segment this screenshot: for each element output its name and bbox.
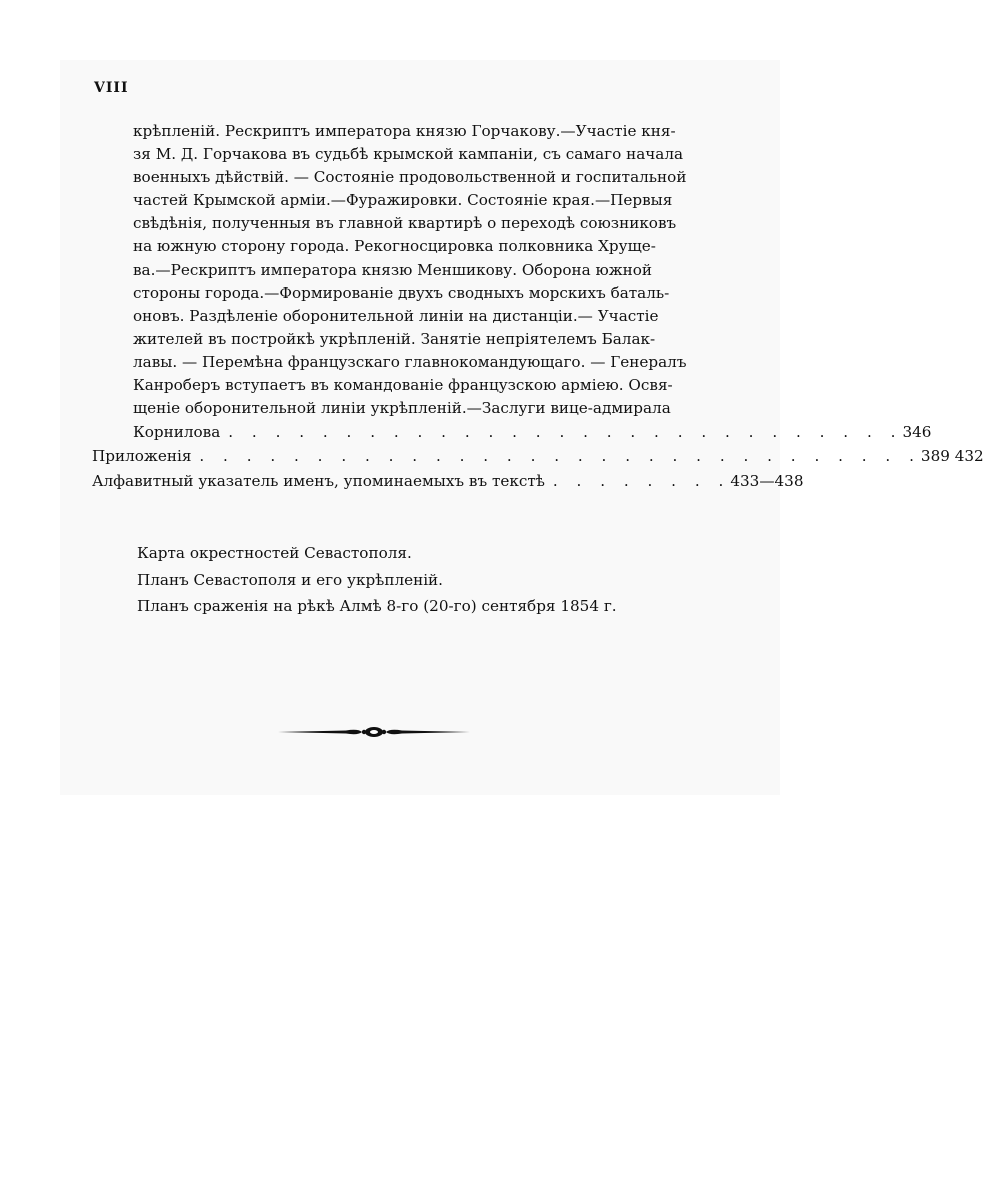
decorative-divider-ornament xyxy=(276,720,472,744)
toc-entry-label: Корнилова xyxy=(133,423,221,441)
summary-line: свѣдѣнія, полученныя въ главной квартирѣ о переходѣ союзниковъ xyxy=(133,214,677,233)
map-item: Планъ Севастополя и его укрѣпленій. xyxy=(137,570,444,589)
map-item: Карта окрестностей Севастополя. xyxy=(137,544,412,562)
toc-page-number: 389 432 xyxy=(920,447,984,465)
leader-dots: . . . . . . . . . . . . . . . . . . . . . . . . . . . . . . . xyxy=(199,447,921,465)
summary-line: зя М. Д. Горчакова въ судьбѣ крымской кампаніи, съ самаго начала xyxy=(133,145,684,164)
summary-line: жителей въ постройкѣ укрѣпленій. Занятіе непріятелемъ Балак- xyxy=(133,329,656,348)
toc-entry-kornilov xyxy=(133,421,932,444)
chapter-summary xyxy=(133,120,687,420)
page-number: VIII xyxy=(94,80,129,96)
summary-line: оновъ. Раздѣленіе оборонительной линіи на дистанціи.— Участіе xyxy=(133,306,659,325)
summary-line: лавы. — Перемѣна французскаго главнокомандующаго. — Генералъ xyxy=(133,352,687,371)
toc-entry-appendix xyxy=(92,445,984,468)
maps-list xyxy=(137,540,617,620)
summary-line: стороны города.—Формированіе двухъ сводныхъ морскихъ баталь- xyxy=(133,283,670,302)
summary-line: ва.—Рескриптъ императора князю Меншикову. Оборона южной xyxy=(133,260,653,279)
map-item: Планъ сраженія на рѣкѣ Алмѣ 8-го (20-го) сентября 1854 г. xyxy=(137,597,617,615)
summary-line: щеніе оборонительной линіи укрѣпленій.—Заслуги вице-адмирала xyxy=(133,399,671,418)
toc-page-number: 433—438 xyxy=(730,472,804,490)
summary-line: частей Крымской арміи.—Фуражировки. Состояніе края.—Первыя xyxy=(133,191,673,210)
toc-entry-label: Алфавитный указатель именъ, упоминаемыхъ въ текстѣ xyxy=(92,472,545,490)
toc-page-number: 346 xyxy=(902,423,932,441)
leader-dots: . . . . . . . . xyxy=(552,472,731,490)
summary-line: Канроберъ вступаетъ въ командованіе французскою арміею. Освя- xyxy=(133,376,673,395)
leader-dots: . . . . . . . . . . . . . . . . . . . . . . . . . . . . . xyxy=(228,423,903,441)
summary-line: крѣпленій. Рескриптъ императора князю Горчакову.—Участіе кня- xyxy=(133,122,676,140)
toc-entry-label: Приложенія xyxy=(92,447,192,465)
summary-line: военныхъ дѣйствій. — Состояніе продовольственной и госпитальной xyxy=(133,168,687,187)
summary-line: на южную сторону города. Рекогносцировка полковника Хруще- xyxy=(133,237,656,256)
toc-entry-index xyxy=(92,470,804,493)
